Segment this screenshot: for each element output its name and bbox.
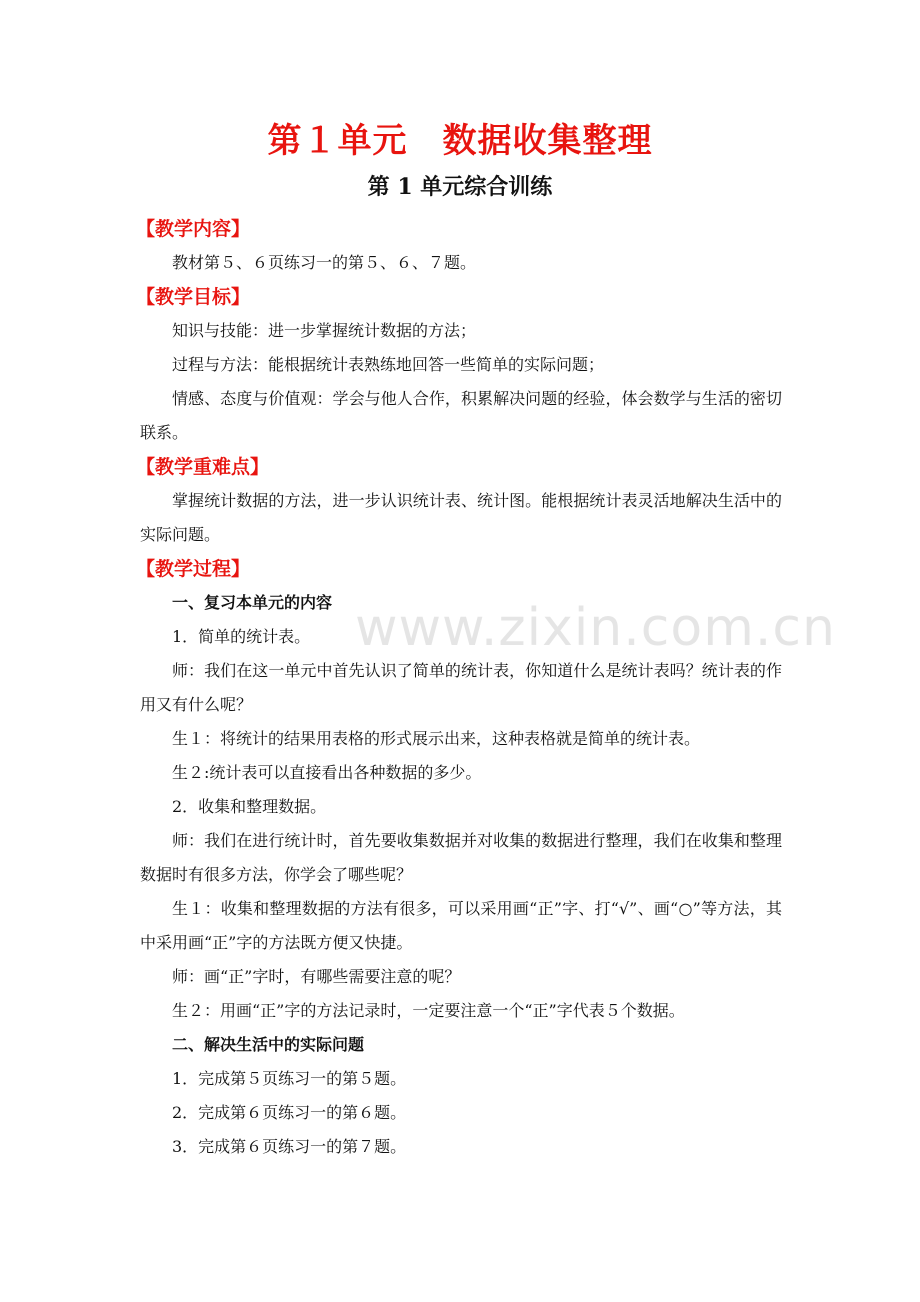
paragraph: 师：我们在进行统计时，首先要收集数据并对收集的数据进行整理，我们在收集和整理数据时有很多方法，你学会了哪些呢？ <box>140 831 782 884</box>
section-heading-key-points: 【教学重难点】 <box>136 456 270 478</box>
paragraph: 过程与方法：能根据统计表熟练地回答一些简单的实际问题； <box>172 355 605 374</box>
paragraph: 教材第５、６页练习一的第５、６、７题。 <box>172 253 477 272</box>
paragraph: 1．完成第５页练习一的第５题。 <box>172 1069 407 1088</box>
paragraph: 2．收集和整理数据。 <box>172 797 327 816</box>
document-body <box>136 212 782 1164</box>
paragraph: 1．简单的统计表。 <box>172 627 311 646</box>
section-heading-process: 【教学过程】 <box>136 558 251 580</box>
paragraph: 3．完成第６页练习一的第７题。 <box>172 1137 407 1156</box>
paragraph: 生２:统计表可以直接看出各种数据的多少。 <box>172 763 482 782</box>
paragraph: 师：我们在这一单元中首先认识了简单的统计表，你知道什么是统计表吗？统计表的作用又有什么呢？ <box>140 661 782 714</box>
paragraph: 生１：收集和整理数据的方法有很多，可以采用画“正”字、打“√”、画“○”等方法，其中采用画“正”字的方法既方便又快捷。 <box>140 899 782 952</box>
watermark: www.zixin.com.cn <box>355 598 836 658</box>
section-heading-goals: 【教学目标】 <box>136 286 251 308</box>
paragraph: 知识与技能：进一步掌握统计数据的方法； <box>172 321 477 340</box>
paragraph: 生２：用画“正”字的方法记录时，一定要注意一个“正”字代表５个数据。 <box>172 1001 685 1020</box>
document-subtitle: 第 1 单元综合训练 <box>367 174 553 200</box>
paragraph: 师：画“正”字时，有哪些需要注意的呢？ <box>172 967 461 986</box>
section-heading-content: 【教学内容】 <box>136 218 251 240</box>
paragraph: 2．完成第６页练习一的第６题。 <box>172 1103 407 1122</box>
subsection-heading: 一、复习本单元的内容 <box>172 593 333 612</box>
subsection-heading: 二、解决生活中的实际问题 <box>172 1035 365 1054</box>
paragraph: 情感、态度与价值观：学会与他人合作，积累解决问题的经验，体会数学与生活的密切联系。 <box>140 389 782 442</box>
document-title: 第１单元 数据收集整理 <box>267 121 653 161</box>
paragraph: 生１：将统计的结果用表格的形式展示出来，这种表格就是简单的统计表。 <box>172 729 701 748</box>
paragraph: 掌握统计数据的方法，进一步认识统计表、统计图。能根据统计表灵活地解决生活中的实际问题。 <box>140 491 782 544</box>
